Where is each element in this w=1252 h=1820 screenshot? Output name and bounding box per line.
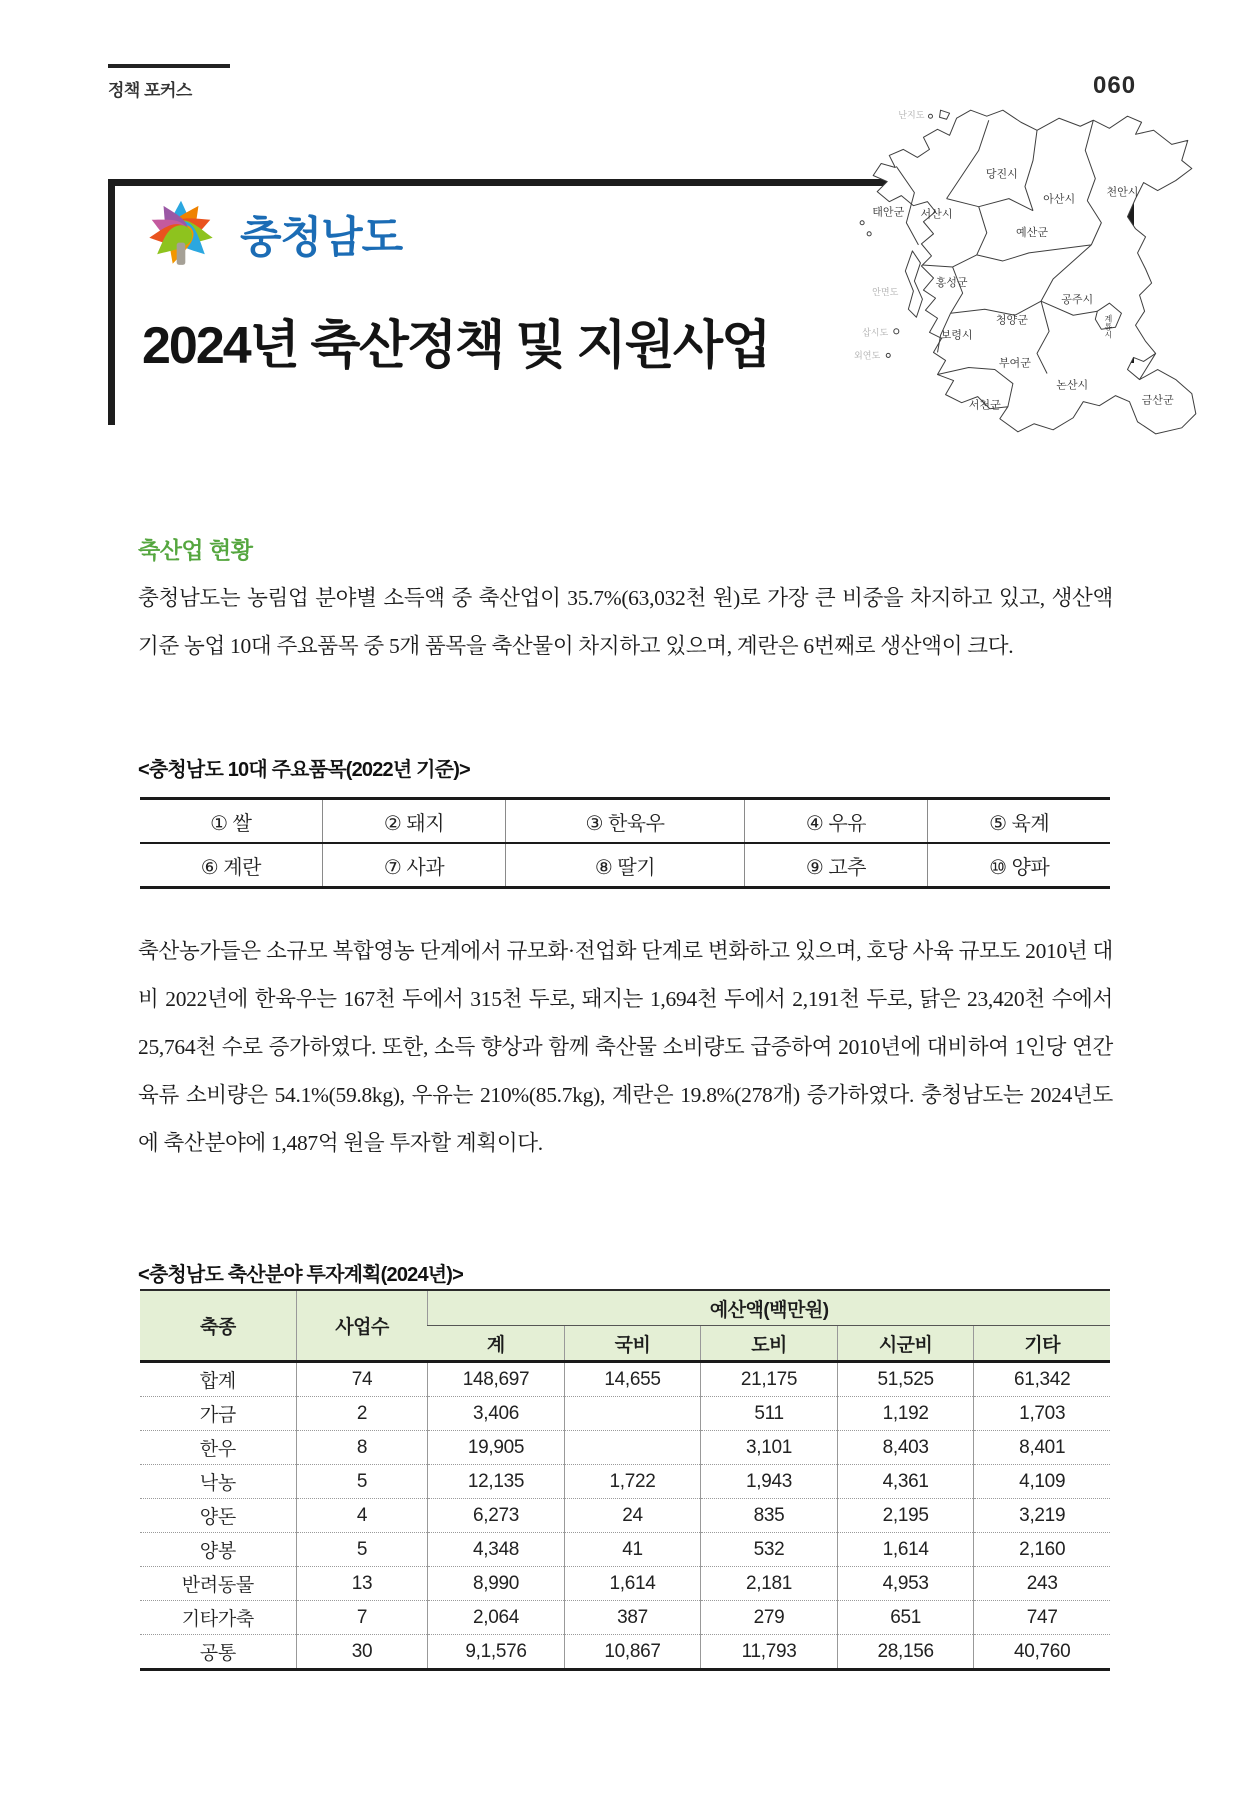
col-header-total: 계 — [428, 1326, 564, 1362]
table-cell: 반려동물 — [140, 1567, 296, 1601]
col-header-city: 시군비 — [837, 1326, 974, 1362]
table-cell: ③ 한육우 — [506, 799, 744, 844]
anmyeondo-island — [905, 251, 922, 317]
table1-caption: <충청남도 10대 주요품목(2022년 기준)> — [138, 759, 470, 781]
table-cell: 9,1,576 — [428, 1635, 564, 1670]
map-label-taean: 태안군 — [872, 206, 905, 219]
map-label-seocheon: 서천군 — [968, 399, 1001, 412]
table-cell: 4,953 — [837, 1567, 974, 1601]
table-cell: 7 — [296, 1601, 428, 1635]
title-frame-left — [108, 179, 115, 425]
map-label-sapsido: 삽시도 — [862, 327, 889, 338]
map-label-geumsan: 금산군 — [1141, 394, 1174, 407]
table-cell: ⑧ 딸기 — [506, 843, 744, 888]
table-cell: 1,614 — [837, 1533, 974, 1567]
table-cell: 28,156 — [837, 1635, 974, 1670]
table-cell: 4,109 — [974, 1465, 1110, 1499]
table-cell: ⑤ 육계 — [928, 799, 1110, 844]
table-cell: 2,181 — [701, 1567, 838, 1601]
table-cell: 61,342 — [974, 1362, 1110, 1397]
table-cell: 1,943 — [701, 1465, 838, 1499]
islet — [940, 110, 950, 119]
map-label-oeyeondo: 외연도 — [854, 350, 881, 361]
table-cell: 243 — [974, 1567, 1110, 1601]
table2-caption: <충청남도 축산분야 투자계획(2024년)> — [138, 1264, 464, 1286]
table-cell: 4,348 — [428, 1533, 564, 1567]
table-cell: 공통 — [140, 1635, 296, 1670]
table-cell: ⑩ 양파 — [928, 843, 1110, 888]
table-cell: 14,655 — [564, 1362, 701, 1397]
table-row — [140, 1499, 1110, 1533]
table-cell: 합계 — [199, 1371, 236, 1392]
table-cell: 양봉 — [140, 1533, 296, 1567]
col-header-budget-group: 예산액(백만원) — [428, 1290, 1110, 1326]
table-row — [140, 843, 1110, 888]
table-cell: 5 — [296, 1465, 428, 1499]
kicker-label: 정책 포커스 — [108, 81, 192, 100]
table-cell: 511 — [701, 1397, 838, 1431]
map-label-buyeo: 부여군 — [998, 357, 1031, 370]
table-cell: 40,760 — [974, 1635, 1110, 1670]
table-header-row — [140, 1290, 1110, 1326]
table-cell: ⑦ 사과 — [322, 843, 506, 888]
table-cell: 4,361 — [837, 1465, 974, 1499]
table-cell: 1,703 — [974, 1397, 1110, 1431]
map-label-asan: 아산시 — [1043, 193, 1076, 206]
table-cell: 747 — [974, 1601, 1110, 1635]
table-cell — [564, 1431, 701, 1465]
table-cell: 24 — [564, 1499, 701, 1533]
table-cell: 6,273 — [428, 1499, 564, 1533]
col-header-projects: 사업수 — [296, 1290, 428, 1362]
islet — [928, 114, 932, 118]
table-cell: ① 쌀 — [140, 799, 322, 844]
table-row — [140, 799, 1110, 844]
map-label-gyeryong: 계룡시 — [1103, 314, 1113, 339]
table-row — [140, 1601, 1110, 1635]
map-label-yesan: 예산군 — [1015, 226, 1049, 239]
table-cell: 41 — [564, 1533, 701, 1567]
table-cell: 148,697 — [428, 1362, 564, 1397]
top10-items-table — [140, 797, 1110, 889]
col-header-national: 국비 — [564, 1326, 701, 1362]
col-header-province: 도비 — [701, 1326, 838, 1362]
map-label-hongseong: 홍성군 — [935, 277, 968, 290]
paragraph-livestock-share: 충청남도는 농림업 분야별 소득액 중 축산업이 35.7%(63,032천 원)로 가장 큰 비중을 차지하고 있고, 생산액 기준 농업 10대 주요품목 중 5개 품목을 축산물이 차지하고 있으며, 계란은 6번째로 생산액이 크다. — [138, 586, 1113, 658]
brand-name: 충청남도 — [240, 213, 403, 262]
table-cell: 3,406 — [428, 1397, 564, 1431]
table-cell: 한우 — [140, 1431, 296, 1465]
table-cell: 51,525 — [837, 1362, 974, 1397]
chungnam-logo-icon — [144, 198, 218, 270]
table-cell: 10,867 — [564, 1635, 701, 1670]
islet — [867, 232, 871, 236]
table-cell: 21,175 — [701, 1362, 838, 1397]
table-cell: 1,614 — [564, 1567, 701, 1601]
page-title: 2024년 축산정책 및 지원사업 — [142, 317, 770, 375]
table-cell: ⑨ 고추 — [744, 843, 928, 888]
table-cell: 8,401 — [974, 1431, 1110, 1465]
investment-plan-table — [140, 1289, 1110, 1671]
table-cell: 2 — [296, 1397, 428, 1431]
table-cell: 13 — [296, 1567, 428, 1601]
table-row — [140, 1431, 1110, 1465]
table-cell: 532 — [701, 1533, 838, 1567]
table-cell: 2,160 — [974, 1533, 1110, 1567]
islet — [886, 353, 890, 357]
table-cell: 4 — [296, 1499, 428, 1533]
province-outline — [873, 110, 1196, 434]
table-cell: 1,722 — [564, 1465, 701, 1499]
table-cell: 30 — [296, 1635, 428, 1670]
table-cell: 3,101 — [701, 1431, 838, 1465]
col-header-other: 기타 — [974, 1326, 1110, 1362]
map-label-anmyeondo: 안면도 — [872, 287, 899, 298]
map-label-cheonan: 천안시 — [1106, 186, 1139, 199]
table-cell: 양돈 — [140, 1499, 296, 1533]
map-label-boryeong: 보령시 — [940, 329, 973, 342]
table-cell: ④ 우유 — [744, 799, 928, 844]
kicker-rule — [108, 64, 230, 68]
islet — [860, 221, 864, 225]
table-row — [140, 1533, 1110, 1567]
table-cell: ⑥ 계란 — [200, 856, 261, 879]
map-label-nonsan: 논산시 — [1056, 379, 1089, 392]
map-label-seosan: 서산시 — [920, 208, 953, 221]
table-cell: 2,195 — [837, 1499, 974, 1533]
table-cell: 12,135 — [428, 1465, 564, 1499]
table-cell: 8,403 — [837, 1431, 974, 1465]
col-header-species: 축종 — [140, 1290, 296, 1362]
table-row — [140, 1567, 1110, 1601]
table-cell: 387 — [564, 1601, 701, 1635]
map-label-gongju: 공주시 — [1061, 294, 1094, 307]
page-number: 060 — [1093, 72, 1137, 99]
table-cell: 19,905 — [428, 1431, 564, 1465]
table-row — [140, 1635, 1110, 1670]
table-cell: 8 — [296, 1431, 428, 1465]
table-cell: 8,990 — [428, 1567, 564, 1601]
table-cell: ② 돼지 — [322, 799, 506, 844]
paragraph-farm-scale: 축산농가들은 소규모 복합영농 단계에서 규모화·전업화 단계로 변화하고 있으며, 호당 사육 규모도 2010년 대비 2022년에 한육우는 167천 두에서 315천 두로, 돼지는 1,694천 두에서 2,191천 두로, 닭은 23,420천 수에서 25,764천 수로 증가하였다. 또한, 소득 향상과 함께 축산물 소비량도 급증하여 2010년에 대비하여 1인당 연간 육류 소비량은 54.1%(59.8kg), 우유는 210%(85.7kg), 계란은 19.8%(278개) 증가하였다. 충청남도는 2024년도에 축산분야에 1,487억 원을 투자할 계획이다. — [138, 939, 1113, 1155]
table-cell: 낙농 — [140, 1465, 296, 1499]
table-row — [140, 1362, 1110, 1397]
table-row — [140, 1465, 1110, 1499]
table-cell: 2,064 — [428, 1601, 564, 1635]
table-cell: 가금 — [140, 1397, 296, 1431]
table-cell: 3,219 — [974, 1499, 1110, 1533]
table-row — [140, 1397, 1110, 1431]
table-cell: 5 — [296, 1533, 428, 1567]
table-cell — [564, 1397, 701, 1431]
table-cell: 835 — [701, 1499, 838, 1533]
islet — [894, 329, 899, 334]
brand-row — [144, 194, 402, 274]
table-cell: 74 — [296, 1362, 428, 1397]
chungnam-province-map — [836, 104, 1228, 436]
table-cell: 1,192 — [837, 1397, 974, 1431]
map-label-nanjido: 난지도 — [898, 110, 925, 121]
table-cell: 11,793 — [701, 1635, 838, 1670]
table-cell: 기타가축 — [140, 1601, 296, 1635]
table-cell: 279 — [701, 1601, 838, 1635]
map-label-cheongyang: 청양군 — [995, 314, 1028, 327]
section-heading: 축산업 현황 — [138, 537, 253, 563]
map-label-dangjin: 당진시 — [985, 168, 1018, 181]
table-cell: 651 — [837, 1601, 974, 1635]
